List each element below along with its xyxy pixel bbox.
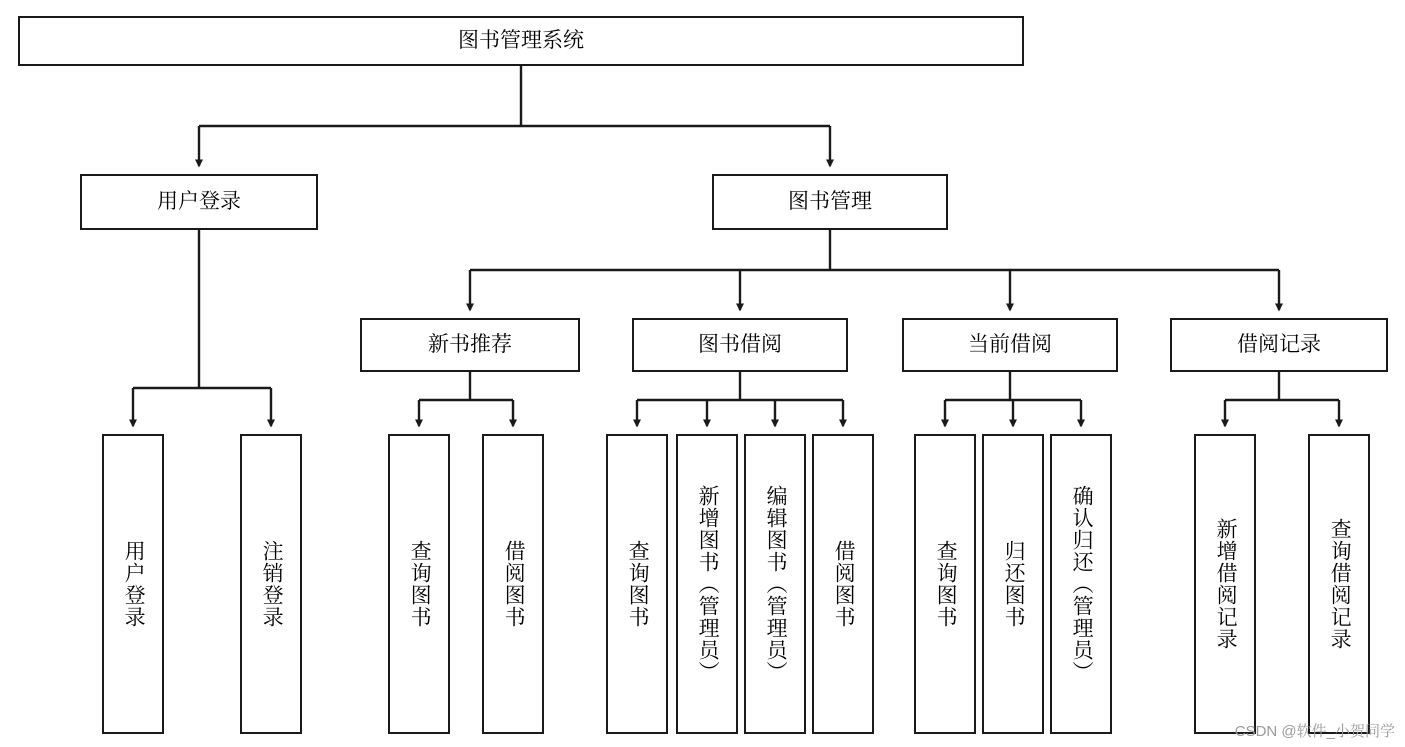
node-label: 用户登录 xyxy=(157,190,241,214)
node-b1 xyxy=(606,434,668,734)
node-newbook xyxy=(360,318,580,372)
node-c2 xyxy=(982,434,1044,734)
node-label: 查询图书 xyxy=(626,540,650,628)
node-label: 借阅记录 xyxy=(1237,333,1321,357)
node-root xyxy=(18,16,1024,66)
node-label: 新增图书（管理员） xyxy=(696,485,720,683)
node-b2 xyxy=(676,434,738,734)
node-label: 新书推荐 xyxy=(428,333,512,357)
node-label: 查询图书 xyxy=(408,540,432,628)
node-l1 xyxy=(102,434,164,734)
node-label: 注销登录 xyxy=(260,540,284,628)
node-c3 xyxy=(1050,434,1112,734)
node-c1 xyxy=(914,434,976,734)
node-n1 xyxy=(388,434,450,734)
node-label: 查询图书 xyxy=(934,540,958,628)
node-b4 xyxy=(812,434,874,734)
node-label: 用户登录 xyxy=(122,540,146,628)
node-r1 xyxy=(1194,434,1256,734)
node-current xyxy=(902,318,1118,372)
node-label: 图书借阅 xyxy=(698,333,782,357)
node-l2 xyxy=(240,434,302,734)
node-label: 当前借阅 xyxy=(968,333,1052,357)
node-label: 归还图书 xyxy=(1002,540,1026,628)
node-bookmgmt xyxy=(712,174,948,230)
watermark: CSDN @软件_小贺同学 xyxy=(1234,723,1395,740)
node-b3 xyxy=(744,434,806,734)
node-label: 新增借阅记录 xyxy=(1214,518,1238,650)
node-borrow xyxy=(632,318,848,372)
node-label: 确认归还（管理员） xyxy=(1070,485,1094,683)
node-login xyxy=(80,174,318,230)
node-label: 编辑图书（管理员） xyxy=(764,485,788,683)
node-label: 图书管理系统 xyxy=(458,29,584,53)
node-record xyxy=(1170,318,1388,372)
node-label: 查询借阅记录 xyxy=(1328,518,1352,650)
node-label: 图书管理 xyxy=(788,190,872,214)
node-n2 xyxy=(482,434,544,734)
node-label: 借阅图书 xyxy=(832,540,856,628)
node-label: 借阅图书 xyxy=(502,540,526,628)
node-r2 xyxy=(1308,434,1370,734)
